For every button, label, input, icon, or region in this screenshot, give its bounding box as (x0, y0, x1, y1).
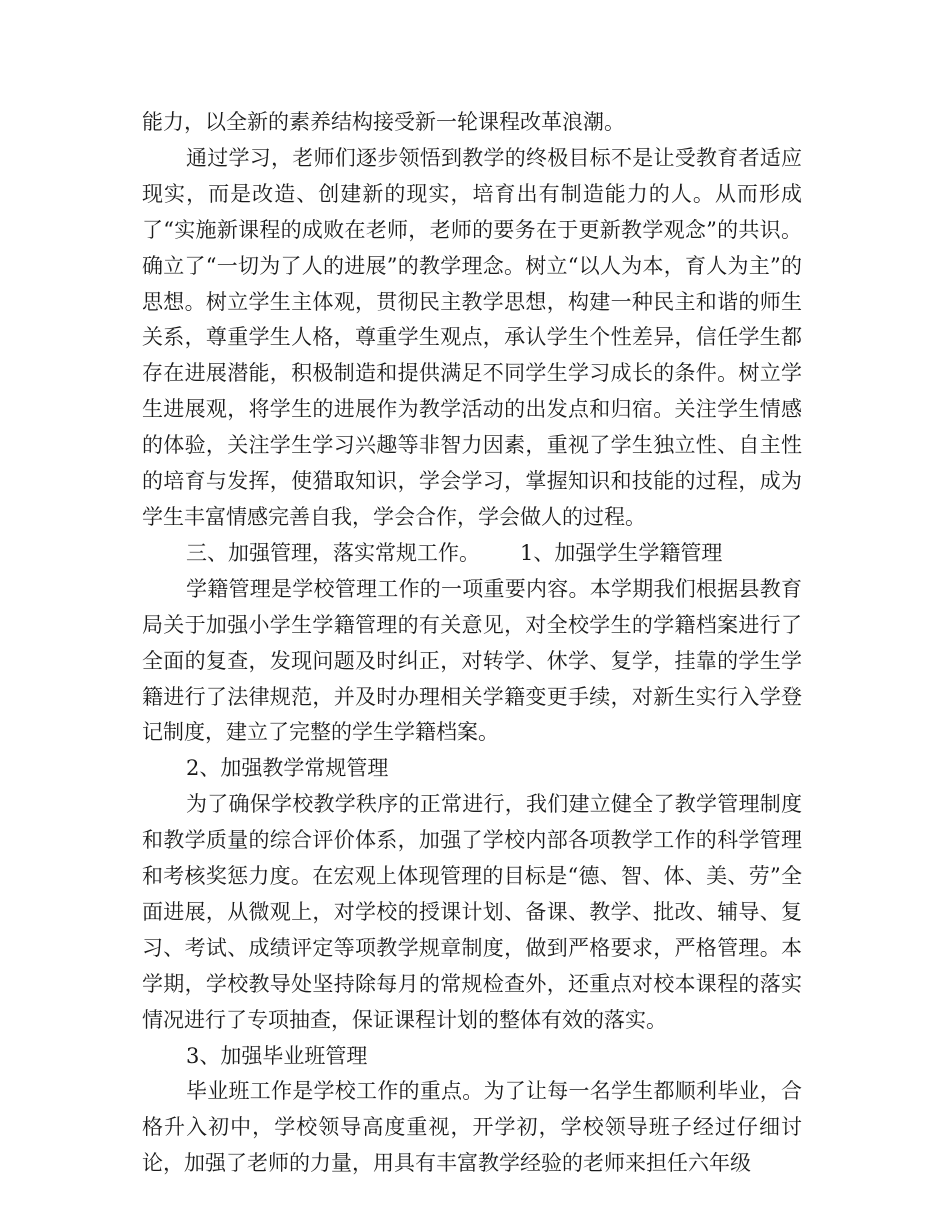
paragraph-3 (142, 536, 802, 572)
paragraph-2: 通过学习，老师们逐步领悟到教学的终极目标不是让受教育者适应现实，而是改造、创建新的现实，培育出有制造能力的人。从而形成了“实施新课程的成败在老师，老师的要务在于更新教学观念”的共识。确立了“一切为了人的进展”的教学理念。树立“以人为本，育人为主”的思想。树立学生主体观，贯彻民主教学思想，构建一种民主和谐的师生关系，尊重学生人格，尊重学生观点，承认学生个性差异，信任学生都存在进展潜能，积极制造和提供满足不同学生学习成长的条件。树立学生进展观，将学生的进展作为教学活动的出发点和归宿。关注学生情感的体验，关注学生学习兴趣等非智力因素，重视了学生独立性、自主性的培育与发挥，使猎取知识，学会学习，掌握知识和技能的过程，成为学生丰富情感完善自我，学会合作，学会做人的过程。 (142, 145, 802, 529)
paragraph-4: 学籍管理是学校管理工作的一项重要内容。本学期我们根据县教育局关于加强小学生学籍管理的有关意见，对全校学生的学籍档案进行了全面的复查，发现问题及时纠正，对转学、休学、复学，挂靠的学生学籍进行了法律规范，并及时办理相关学籍变更手续，对新生实行入学登记制度，建立了完整的学生学籍档案。 (142, 576, 802, 745)
document-body (142, 105, 802, 1182)
section-heading: 三、加强管理，落实常规工作。 (186, 540, 480, 565)
paragraph-5: 2、加强教学常规管理 (186, 756, 389, 781)
paragraph-8: 毕业班工作是学校工作的重点。为了让每一名学生都顺利毕业，合格升入初中，学校领导高度重视，开学初，学校领导班子经过仔细讨论，加强了老师的力量，用具有丰富教学经验的老师来担任六年级 (142, 1079, 802, 1176)
paragraph-7: 3、加强毕业班管理 (186, 1043, 368, 1068)
subsection-heading: 1、加强学生学籍管理 (520, 540, 723, 565)
paragraph-1: 能力，以全新的素养结构接受新一轮课程改革浪潮。 (142, 110, 625, 134)
paragraph-6: 为了确保学校教学秩序的正常进行，我们建立健全了教学管理制度和教学质量的综合评价体系，加强了学校内部各项教学工作的科学管理和考核奖惩力度。在宏观上体现管理的目标是“德、智、体、美、劳”全面进展，从微观上，对学校的授课计划、备课、教学、批改、辅导、复习、考试、成绩评定等项教学规章制度，做到严格要求，严格管理。本学期，学校教导处坚持除每月的常规检查外，还重点对校本课程的落实情况进行了专项抽查，保证课程计划的整体有效的落实。 (142, 792, 802, 1032)
